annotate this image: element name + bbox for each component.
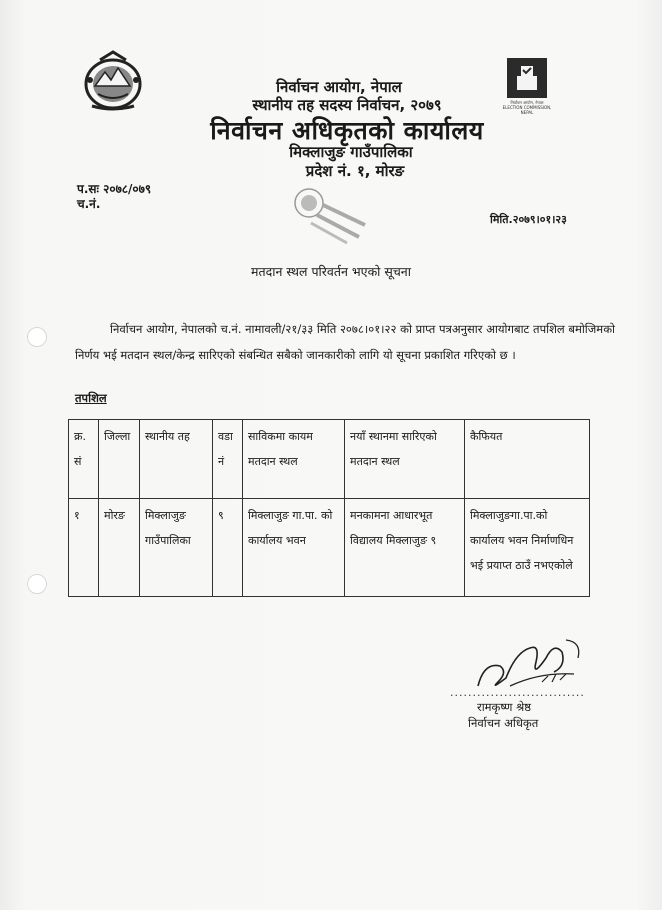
notice-body: निर्वाचन आयोग, नेपालको च.नं. नामावली/२१/३३ मिति २०७८।०१।२२ को प्राप्त पत्रअनुसार आयोगबाट तपशिल बमोजिमको निर्णय भई मतदान स्थल/केन्द्र सारिएको संबन्धित सबैको जानकारीको लागि यो सूचना प्रकाशित गरिएको छ ।	[75, 322, 615, 362]
header-remarks: कैफियत	[465, 420, 590, 499]
signatory-name: रामकृष्ण श्रेष्ठ	[477, 700, 531, 714]
header-province: प्रदेश नं. १, मोरङ	[305, 162, 405, 180]
cell-district: मोरङ	[99, 499, 140, 597]
header-district: जिल्ला	[99, 420, 140, 499]
header-local-level: स्थानीय तह	[140, 420, 213, 499]
header-election: स्थानीय तह सदस्य निर्वाचन, २०७९	[252, 96, 442, 114]
details-label: तपशिल	[75, 391, 107, 405]
table-row	[69, 499, 590, 597]
notice-subject: मतदान स्थल परिवर्तन भएको सूचना	[251, 264, 411, 279]
header-old-location: साविकमा कायम मतदान स्थल	[243, 420, 345, 499]
signatory-designation: निर्वाचन अधिकृत	[468, 716, 539, 730]
cell-remarks: मिक्लाजुङगा.पा.को कार्यालय भवन निर्माणधिन भई प्रयाप्त ठाउँ नभएकोले	[465, 499, 590, 597]
polling-station-table	[68, 419, 590, 597]
signature-line: ..............................	[450, 686, 585, 699]
reference-number: प.सः २०७८/०७९	[77, 182, 152, 196]
punch-hole-top	[27, 327, 47, 347]
header-commission: निर्वाचन आयोग, नेपाल	[276, 78, 402, 96]
cell-ward: ९	[213, 499, 243, 597]
cell-sn: १	[69, 499, 99, 597]
header-new-location: नयाँ स्थानमा सारिएको मतदान स्थल	[345, 420, 465, 499]
header-ward: वडा नं	[213, 420, 243, 499]
header-office: निर्वाचन अधिकृतको कार्यालय	[210, 116, 484, 145]
ec-logo-caption: निर्वाचन आयोग, नेपाल ELECTION COMMISSION, NEPAL	[502, 100, 552, 115]
cell-old-location: मिक्लाजुङ गा.पा. को कार्यालय भवन	[243, 499, 345, 597]
cell-local-level: मिक्लाजुङ गाउँपालिका	[140, 499, 213, 597]
header-sn: क्र. सं	[69, 420, 99, 499]
office-stamp-icon	[287, 185, 369, 245]
notice-date: मिति.२०७९।०१।२३	[490, 213, 567, 226]
table-header-row	[69, 420, 590, 499]
dispatch-number: च.नं.	[77, 197, 101, 211]
cell-new-location: मनकामना आधारभूत विद्यालय मिक्लाजुङ ९	[345, 499, 465, 597]
punch-hole-bottom	[27, 574, 47, 594]
header-municipality: मिक्लाजुङ गाउँपालिका	[289, 143, 413, 161]
